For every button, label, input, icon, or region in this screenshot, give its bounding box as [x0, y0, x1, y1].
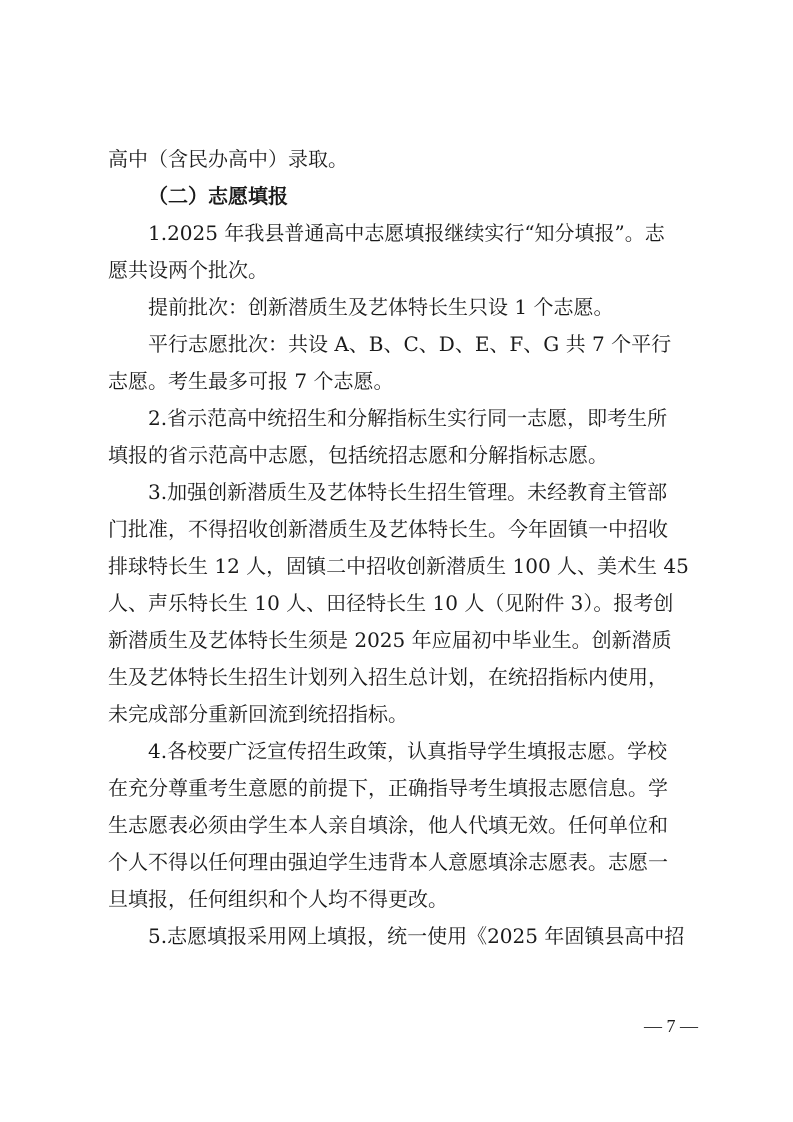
text-line: 3.加强创新潜质生及艺体特长生招生管理。未经教育主管部 — [148, 480, 668, 504]
text-line: 生及艺体特长生招生计划列入招生总计划，在统招指标内使用， — [108, 665, 668, 689]
text-line: 志愿。考生最多可报 7 个志愿。 — [108, 369, 394, 393]
page-number: — 7 — — [644, 1016, 698, 1036]
text-line: 5.志愿填报采用网上填报，统一使用《2025 年固镇县高中招 — [148, 924, 685, 948]
text-line: 新潜质生及艺体特长生须是 2025 年应届初中毕业生。创新潜质 — [108, 628, 672, 652]
text-line: 个人不得以任何理由强迫学生违背本人意愿填涂志愿表。志愿一 — [108, 850, 668, 874]
text-line: 1.2025 年我县普通高中志愿填报继续实行“知分填报”。志 — [148, 221, 665, 245]
text-line: 填报的省示范高中志愿，包括统招志愿和分解指标志愿。 — [108, 443, 608, 467]
text-line: 在充分尊重考生意愿的前提下，正确指导考生填报志愿信息。学 — [108, 776, 668, 800]
text-line: 提前批次：创新潜质生及艺体特长生只设 1 个志愿。 — [148, 295, 614, 319]
text-line: 平行志愿批次：共设 A、B、C、D、E、F、G 共 7 个平行 — [148, 332, 672, 356]
text-line: 4.各校要广泛宣传招生政策，认真指导学生填报志愿。学校 — [148, 739, 668, 763]
document-body — [108, 141, 698, 955]
text-line: 人、声乐特长生 10 人、田径特长生 10 人（见附件 3）。报考创 — [108, 591, 674, 615]
text-line: 2.省示范高中统招生和分解指标生实行同一志愿，即考生所 — [148, 406, 668, 430]
text-line: 未完成部分重新回流到统招指标。 — [108, 702, 408, 726]
text-line: 门批准，不得招收创新潜质生及艺体特长生。今年固镇一中招收 — [108, 517, 668, 541]
text-line: 旦填报，任何组织和个人均不得更改。 — [108, 887, 448, 911]
section-heading: （二）志愿填报 — [148, 184, 288, 208]
text-line: 高中（含民办高中）录取。 — [108, 147, 348, 171]
text-line: 愿共设两个批次。 — [108, 258, 268, 282]
text-line: 生志愿表必须由学生本人亲自填涂，他人代填无效。任何单位和 — [108, 813, 668, 837]
text-line: 排球特长生 12 人，固镇二中招收创新潜质生 100 人、美术生 45 — [108, 554, 689, 578]
